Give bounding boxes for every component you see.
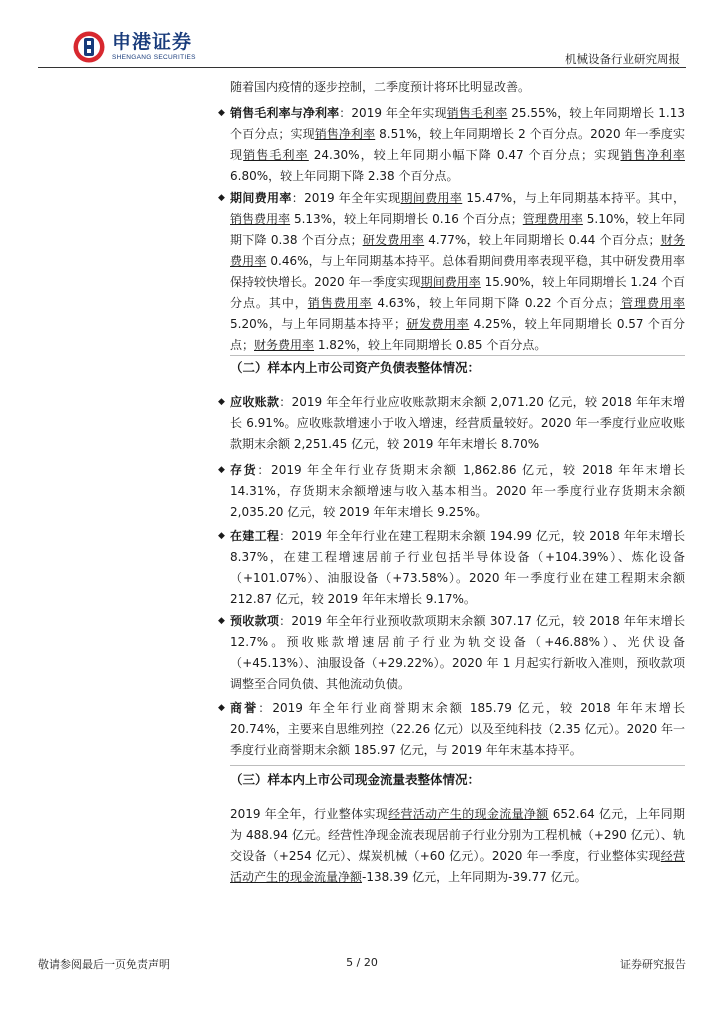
bullet-goodwill: [218, 698, 685, 761]
bullet-construction-in-progress: [218, 526, 685, 610]
section-divider: [230, 355, 685, 356]
shengang-logo-icon: [72, 30, 106, 64]
company-logo: [72, 30, 196, 64]
logo-english-name: SHENGANG SECURITIES: [112, 53, 196, 61]
term-label: 期间费用率: [230, 191, 292, 205]
main-content: [218, 0, 686, 950]
page-number: 5 / 20: [346, 956, 378, 969]
bullet-diamond-icon: ◆: [218, 616, 225, 626]
bullet-accounts-receivable: [218, 392, 685, 455]
section-3-title: （三）样本内上市公司现金流量表整体情况：: [230, 772, 481, 787]
term-label: 应收账款: [230, 395, 280, 409]
term-label: 商誉: [230, 701, 259, 715]
term-label: 在建工程: [230, 529, 280, 543]
bullet-expense-ratio: [218, 188, 686, 356]
cashflow-paragraph: 2019 年全年，行业整体实现经营活动产生的现金流量净额 652.64 亿元，上年同期为 488.94 亿元。经营性净现金流表现居前子行业分别为工程机械（+290 亿元）、轨交设备（+254 亿元）、煤炭机械（+60 亿元）。2020 年一季度，行业整体实现经营活动产生的现金流量净额-138.39 亿元，上年同期为-39.77 亿元。: [230, 807, 685, 884]
bullet-diamond-icon: ◆: [218, 193, 225, 203]
bullet-advance-receipts: [218, 611, 685, 695]
bullet-diamond-icon: ◆: [218, 703, 225, 713]
report-type: 证券研究报告: [620, 958, 686, 971]
bullet-diamond-icon: ◆: [218, 397, 225, 407]
bullet-diamond-icon: ◆: [218, 531, 225, 541]
item-text: ：2019 年全年行业应收账款期末余额 2,071.20 亿元，较 2018 年年末增长 6.91%。应收账款增速小于收入增速，经营质量较好。2020 年一季度行业应收账款期末余额 2,251.45 亿元，较 2019 年年末增长 8.70%: [230, 395, 685, 451]
term-label: 销售毛利率与净利率: [230, 106, 340, 120]
bullet-diamond-icon: ◆: [218, 465, 225, 475]
item-text: ：2019 年全年行业预收款项期末余额 307.17 亿元，较 2018 年年末增长 12.7%。预收账款增速居前子行业为轨交设备（+46.88%）、光伏设备（+45.13%）、油服设备（+29.22%）。2020 年 1 月起实行新收入准则，预收款项调整至合同负债、其他流动负债。: [230, 614, 685, 691]
profit-margin-text: 销售毛利率与净利率：2019 年全年实现销售毛利率 25.55%，较上年同期增长 1.13 个百分点；实现销售净利率 8.51%，较上年同期增长 2 个百分点。2020 年一季度实现销售毛利率 24.30%，较上年同期小幅下降 0.47 个百分点；实现销售净利率 6.80%，较上年同期下降 2.38 个百分点。: [230, 106, 685, 183]
term-label: 预收款项: [230, 614, 280, 628]
item-text: ：2019 年全年行业存货期末余额 1,862.86 亿元，较 2018 年年末增长 14.31%，存货期末余额增速与收入基本相当。2020 年一季度行业存货期末余额 2,035.20 亿元，较 2019 年年末增长 9.25%。: [230, 463, 685, 519]
expense-ratio-text: 期间费用率：2019 年全年实现期间费用率 15.47%，与上年同期基本持平。其中，销售费用率 5.13%，较上年同期增长 0.16 个百分点；管理费用率 5.10%，较上年同期下降 0.38 个百分点；研发费用率 4.77%，较上年同期增长 0.44 个百分点；财务费用率 0.46%，与上年同期基本持平。总体看期间费用率表现平稳，其中研发费用率保持较快增长。2020 年一季度实现期间费用率 15.90%，较上年同期增长 1.24 个百分点。其中，销售费用率 4.63%，较上年同期下降 0.22 个百分点；管理费用率 5.20%，与上年同期基本持平；研发费用率 4.25%，较上年同期增长 0.57 个百分点；财务费用率 1.82%，较上年同期增长 0.85 个百分点。: [230, 191, 686, 352]
item-text: ：2019 年全年行业在建工程期末余额 194.99 亿元，较 2018 年年末增长 8.37%，在建工程增速居前子行业包括半导体设备（+104.39%）、炼化设备（+101.07%）、油服设备（+73.58%）。2020 年一季度行业在建工程期末余额 212.87 亿元，较 2019 年年末增长 9.17%。: [230, 529, 685, 606]
bullet-profit-margin: [218, 103, 685, 187]
section-2-title: （二）样本内上市公司资产负债表整体情况：: [230, 360, 481, 375]
disclaimer-note: 敬请参阅最后一页免责声明: [38, 958, 170, 971]
report-series-title: 机械设备行业研究周报: [565, 52, 680, 66]
term-label: 存货: [230, 463, 258, 477]
bullet-inventory: [218, 460, 685, 523]
bullet-diamond-icon: ◆: [218, 108, 225, 118]
logo-chinese-name: 申港证券: [112, 30, 193, 53]
section-divider: [230, 765, 685, 766]
item-text: ：2019 年全年行业商誉期末余额 185.79 亿元，较 2018 年年末增长 20.74%，主要来自思维列控（22.26 亿元）以及至纯科技（2.35 亿元）。2020 年一季度行业商誉期末余额 185.97 亿元，与 2019 年年末基本持平。: [230, 701, 685, 757]
intro-paragraph: 随着国内疫情的逐步控制，二季度预计将环比明显改善。: [230, 80, 531, 94]
